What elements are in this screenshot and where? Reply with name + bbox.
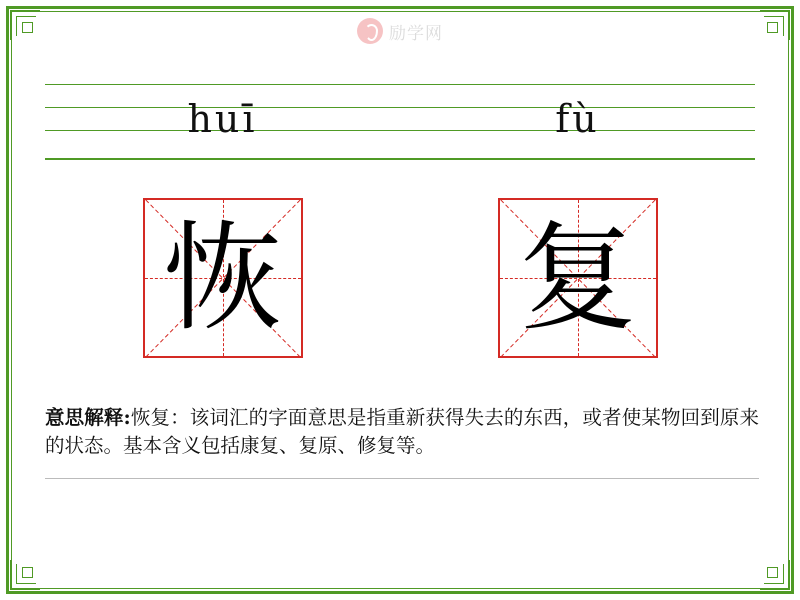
corner-ornament-bottom-left bbox=[10, 556, 44, 590]
character-row bbox=[45, 198, 755, 363]
explanation-block bbox=[45, 404, 759, 461]
hanzi-character-2: 复 bbox=[518, 209, 637, 347]
character-cell-1 bbox=[45, 198, 400, 363]
explanation-text: 恢复：该词汇的字面意思是指重新获得失去的东西，或者使某物回到原来的状态。基本含义包括康复、复原、修复等。 bbox=[45, 406, 759, 458]
explanation-label: 意思解释: bbox=[45, 406, 131, 429]
corner-ornament-bottom-right bbox=[756, 556, 790, 590]
pinyin-syllable-1: huī bbox=[187, 96, 258, 141]
pinyin-syllable-2: fù bbox=[555, 96, 600, 141]
corner-ornament-top-right bbox=[756, 10, 790, 44]
pinyin-row bbox=[45, 84, 755, 159]
hanzi-character-1: 恢 bbox=[163, 209, 282, 347]
pinyin-staff bbox=[45, 84, 755, 166]
character-cell-2 bbox=[400, 198, 755, 363]
tianzige-box-1 bbox=[143, 198, 303, 358]
tianzige-box-2 bbox=[498, 198, 658, 358]
explanation-divider bbox=[45, 478, 759, 479]
watermark-label: 励学网 bbox=[389, 23, 443, 44]
corner-ornament-top-left bbox=[10, 10, 44, 44]
